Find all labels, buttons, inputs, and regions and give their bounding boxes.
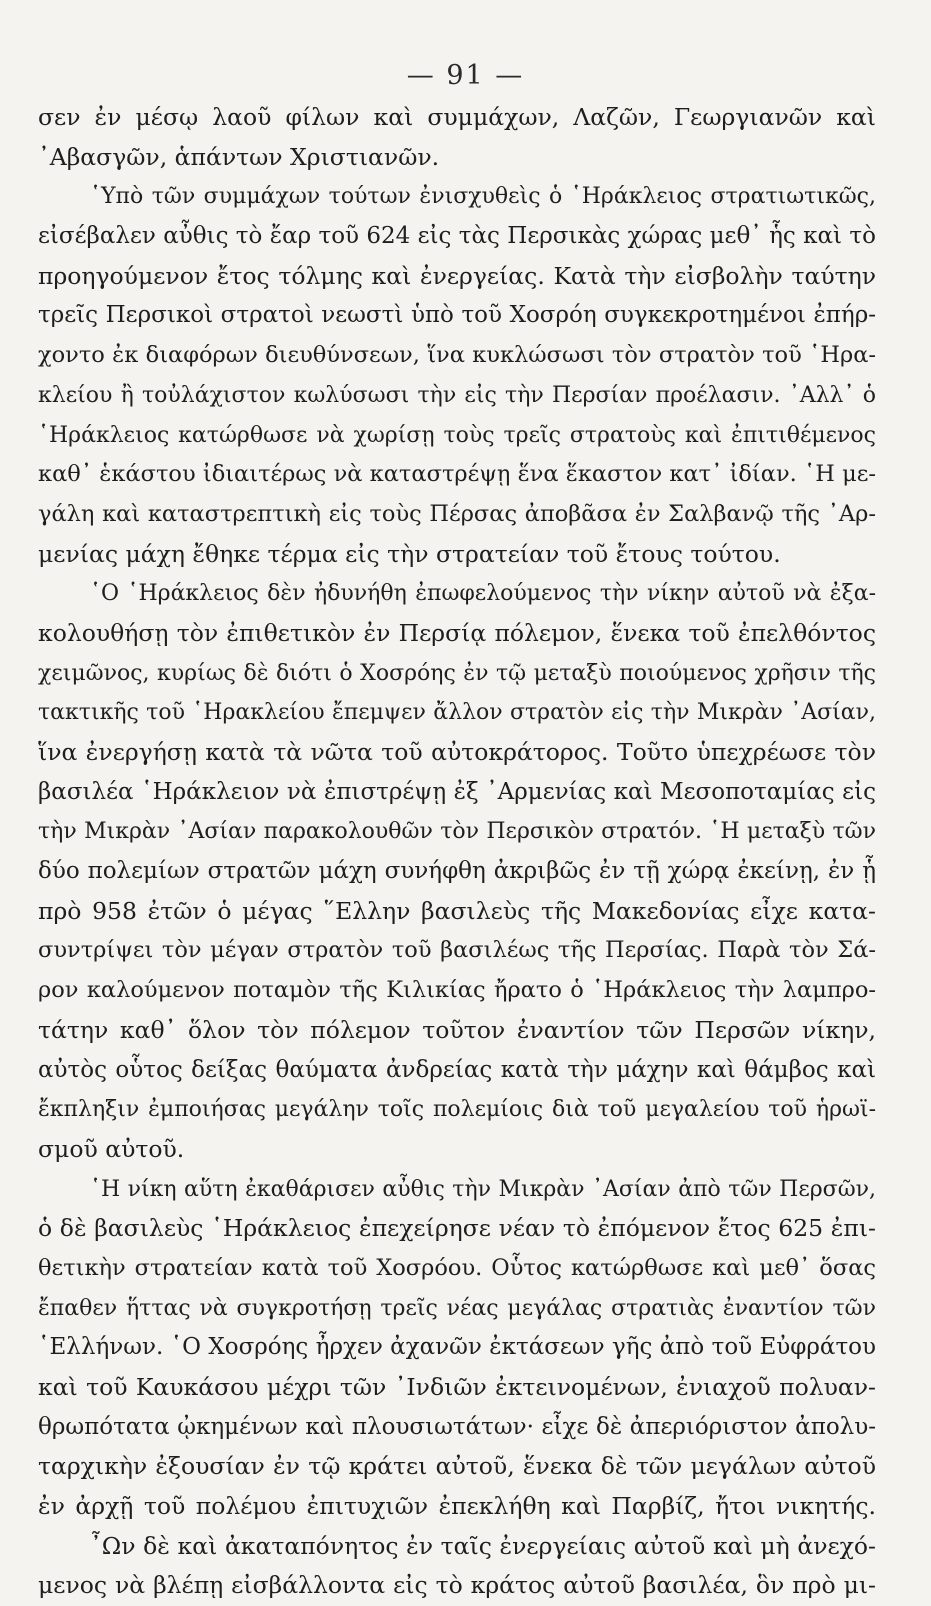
text-line: ἔπαθεν ἥττας νὰ συγκροτήσῃ τρεῖς νέας μεγάλας στρατιὰς ἐναντίον τῶν <box>38 1295 876 1321</box>
text-line: ῾Η νίκη αὕτη ἐκαθάρισεν αὖθις τὴν Μικρὰν ᾿Ασίαν ἀπὸ τῶν Περσῶν, <box>90 1176 876 1202</box>
text-line: τὴν Μικρὰν ᾿Ασίαν παρακολουθῶν τὸν Περσικὸν στρατόν. ῾Η μεταξὺ τῶν <box>38 819 876 845</box>
text-line: ὁ δὲ βασιλεὺς ῾Ηράκλειος ἐπεχείρησε νέαν τὸ ἐπόμενον ἔτος 625 ἐπι- <box>38 1214 876 1243</box>
text-line: γάλη καὶ καταστρεπτικὴ εἰς τοὺς Πέρσας ἀποβᾶσα ἐν Σαλβανῷ τῆς ᾿Αρ- <box>38 500 876 527</box>
text-line: θρωπότατα ᾠκημένων καὶ πλουσιωτάτων· εἶχε δὲ ἀπεριόριστον ἀπολυ- <box>38 1413 876 1440</box>
page-number: — 91 — <box>406 60 525 91</box>
text-line: ῾Υπὸ τῶν συμμάχων τούτων ἐνισχυθεὶς ὁ ῾Ηράκλειος στρατιωτικῶς, <box>90 184 876 210</box>
text-line: ἐν ἀρχῇ τοῦ πολέμου ἐπιτυχιῶν ἐπεκλήθη καὶ Παρβίζ, ἤτοι νικητής. <box>38 1492 876 1521</box>
text-line: ῾Ελλήνων. ῾Ο Χοσρόης ἦρχεν ἀχανῶν ἐκτάσεων γῆς ἀπὸ τοῦ Εὐφράτου <box>38 1334 876 1361</box>
text-line: συντρίψει τὸν μέγαν στρατὸν τοῦ βασιλέως τῆς Περσίας. Παρὰ τὸν Σά- <box>38 937 876 964</box>
text-line: σμοῦ αὐτοῦ. <box>38 1134 185 1163</box>
text-line: ῾Ηράκλειος κατώρθωσε νὰ χωρίσῃ τοὺς τρεῖς στρατοὺς καὶ ἐπιτιθέμενος <box>38 422 876 448</box>
text-line: τρεῖς Περσικοὶ στρατοὶ νεωστὶ ὑπὸ τοῦ Χοσρόη συγκεκροτημένοι ἐπήρ- <box>38 302 876 329</box>
text-line: ταρχικὴν ἐξουσίαν ἐν τῷ κράτει αὐτοῦ, ἕνεκα δὲ τῶν μεγάλων αὐτοῦ <box>38 1452 876 1481</box>
text-line: εἰσέβαλεν αὖθις τὸ ἔαρ τοῦ 624 εἰς τὰς Περσικὰς χώρας μεθ᾿ ἧς καὶ τὸ <box>38 223 876 250</box>
text-line: ᾿Αβασγῶν, ἁπάντων Χριστιανῶν. <box>38 142 440 171</box>
text-line: κολουθήσῃ τὸν ἐπιθετικὸν ἐν Περσίᾳ πόλεμον, ἕνεκα τοῦ ἐπελθόντος <box>38 618 876 647</box>
text-line: μενίας μάχη ἔθηκε τέρμα εἰς τὴν στρατείαν τοῦ ἔτους τούτου. <box>38 539 781 568</box>
text-line: σεν ἐν μέσῳ λαοῦ φίλων καὶ συμμάχων, Λαζῶν, Γεωργιανῶν καὶ <box>38 103 876 131</box>
body-text <box>38 98 876 1606</box>
text-line: κλείου ἢ τοὐλάχιστον κωλύσωσι τὴν εἰς τὴν Περσίαν προέλασιν. ᾿Αλλ᾿ ὁ <box>38 382 876 408</box>
text-line: ρον καλούμενον ποταμὸν τῆς Κιλικίας ἤρατο ὁ ῾Ηράκλειος τὴν λαμπρο- <box>38 977 876 1004</box>
text-line: καθ᾿ ἑκάστου ἰδιαιτέρως νὰ καταστρέψῃ ἕνα ἕκαστον κατ᾿ ἰδίαν. ῾Η με- <box>38 461 876 488</box>
text-line: τακτικῆς τοῦ ῾Ηρακλείου ἔπεμψεν ἄλλον στρατὸν εἰς τὴν Μικρὰν ᾿Ασίαν, <box>38 700 876 726</box>
text-line: βασιλέα ῾Ηράκλειον νὰ ἐπιστρέψῃ ἐξ ᾿Αρμενίας καὶ Μεσοποταμίας εἰς <box>38 778 876 805</box>
text-line: τάτην καθ᾿ ὅλον τὸν πόλεμον τοῦτον ἐναντίον τῶν Περσῶν νίκην, <box>38 1015 876 1044</box>
text-line: ῏Ων δὲ καὶ ἀκαταπόνητος ἐν ταῖς ἐνεργείαις αὐτοῦ καὶ μὴ ἀνεχό- <box>90 1531 876 1560</box>
text-line: θετικὴν στρατείαν κατὰ τοῦ Χοσρόου. Οὗτος κατώρθωσε καὶ μεθ᾿ ὅσας <box>38 1254 876 1281</box>
text-line: ἔκπληξιν ἐμποιήσας μεγάλην τοῖς πολεμίοις διὰ τοῦ μεγαλείου τοῦ ἡρωϊ- <box>38 1097 876 1123</box>
text-line: μενος νὰ βλέπῃ εἰσβάλλοντα εἰς τὸ κράτος αὐτοῦ βασιλέα, ὃν πρὸ μι- <box>38 1571 876 1600</box>
text-line: ἵνα ἐνεργήσῃ κατὰ τὰ νῶτα τοῦ αὐτοκράτορος. Τοῦτο ὑπεχρέωσε τὸν <box>38 738 876 766</box>
text-line: προηγούμενον ἔτος τόλμης καὶ ἐνεργείας. Κατὰ τὴν εἰσβολὴν ταύτην <box>38 261 876 290</box>
text-line: καὶ τοῦ Καυκάσου μέχρι τῶν ᾿Ινδιῶν ἐκτεινομένων, ἐνιαχοῦ πολυαν- <box>38 1373 876 1401</box>
text-line: ῾Ο ῾Ηράκλειος δὲν ἠδυνήθη ἐπωφελούμενος τὴν νίκην αὐτοῦ νὰ ἐξα- <box>90 581 876 607</box>
text-line: δύο πολεμίων στρατῶν μάχη συνήφθη ἀκριβῶς ἐν τῇ χώρᾳ ἐκείνῃ, ἐν ᾗ <box>38 858 876 885</box>
text-line: πρὸ 958 ἐτῶν ὁ μέγας ῞Ελλην βασιλεὺς τῆς Μακεδονίας εἶχε κατα- <box>38 896 876 925</box>
text-line: χοντο ἐκ διαφόρων διευθύνσεων, ἵνα κυκλώσωσι τὸν στρατὸν τοῦ ῾Ηρα- <box>38 342 876 369</box>
text-line: αὐτὸς οὗτος δείξας θαύματα ἀνδρείας κατὰ τὴν μάχην καὶ θάμβος καὶ <box>38 1056 876 1083</box>
text-line: χειμῶνος, κυρίως δὲ διότι ὁ Χοσρόης ἐν τῷ μεταξὺ ποιούμενος χρῆσιν τῆς <box>38 660 876 686</box>
